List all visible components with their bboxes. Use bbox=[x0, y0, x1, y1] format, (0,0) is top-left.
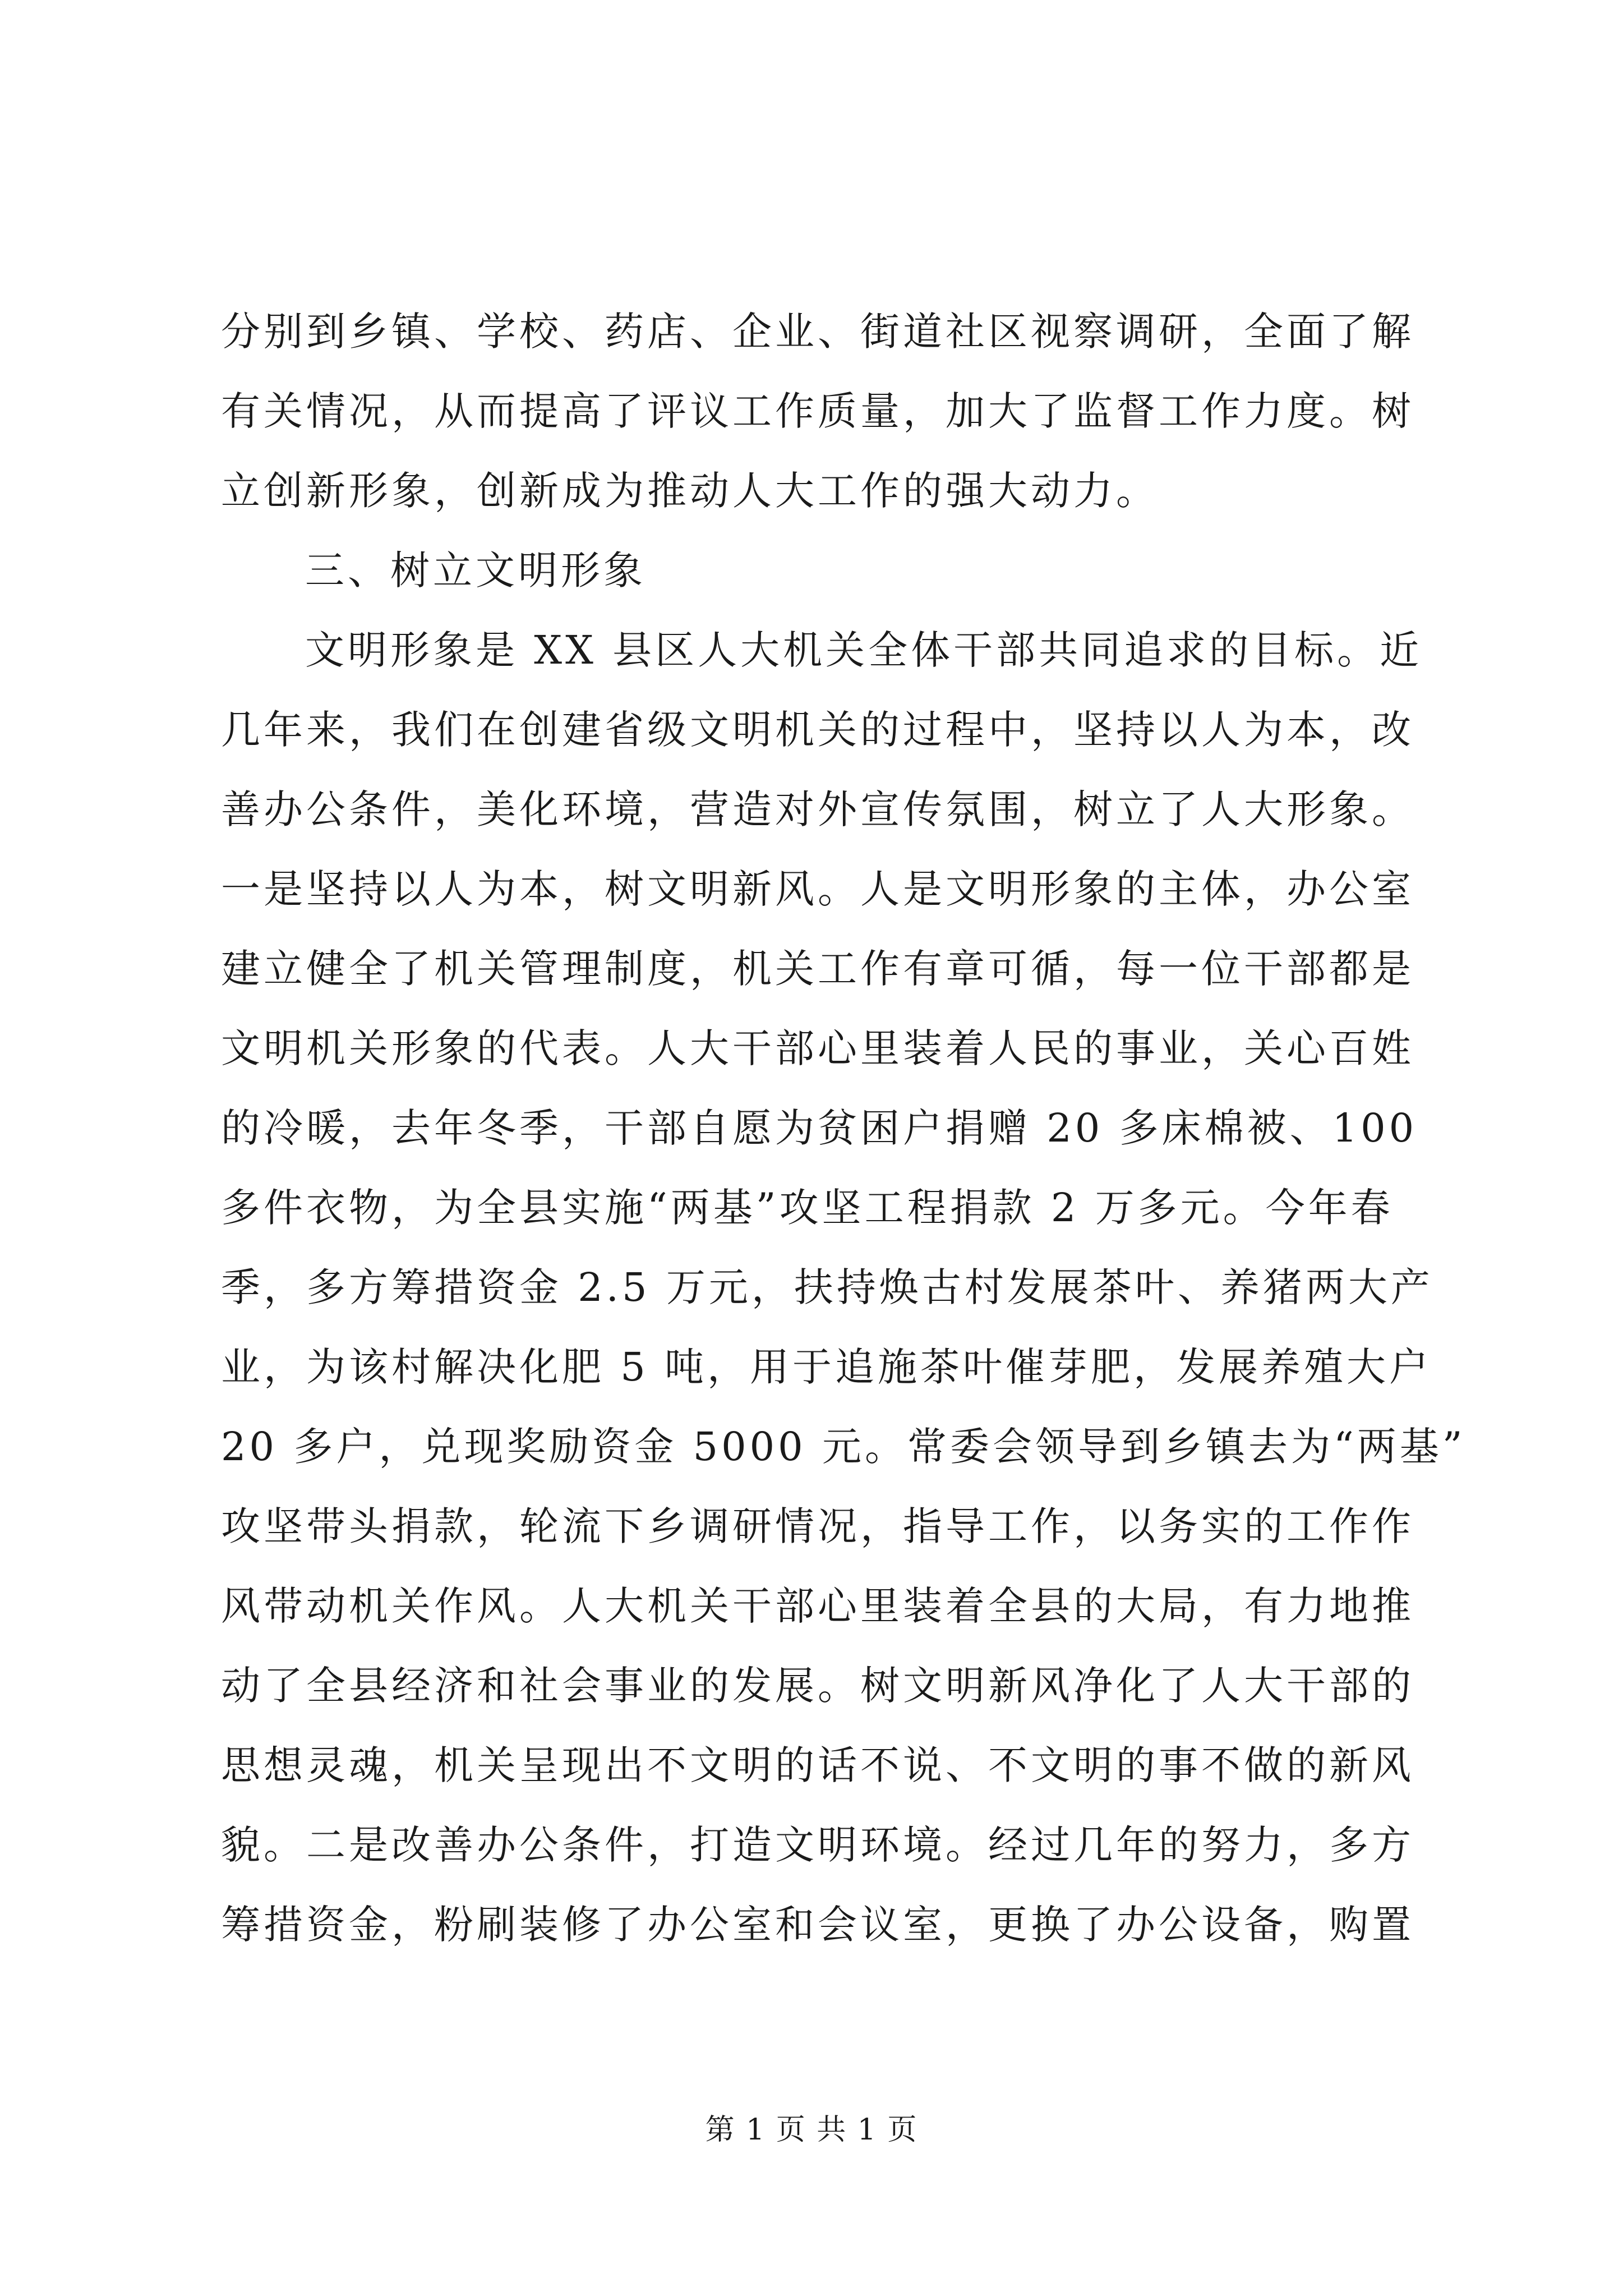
text-line: 多件衣物，为全县实施“两基”攻坚工程捐款 2 万多元。今年春 bbox=[221, 1185, 1394, 1231]
text-line: 一是坚持以人为本，树文明新风。人是文明形象的主体，办公室 bbox=[221, 866, 1414, 912]
text-line: 有关情况，从而提高了评议工作质量，加大了监督工作力度。树 bbox=[221, 388, 1414, 434]
text-line: 善办公条件，美化环境，营造对外宣传氛围，树立了人大形象。 bbox=[221, 786, 1414, 832]
text-line: 文明形象是 XX 县区人大机关全体干部共同追求的目标。近 bbox=[305, 627, 1423, 673]
text-line: 文明机关形象的代表。人大干部心里装着人民的事业，关心百姓 bbox=[221, 1025, 1414, 1071]
text-line: 思想灵魂，机关呈现出不文明的话不说、不文明的事不做的新风 bbox=[221, 1742, 1414, 1788]
text-line: 的冷暖，去年冬季，干部自愿为贫困户捐赠 20 多床棉被、100 bbox=[221, 1105, 1418, 1151]
text-line: 立创新形象，创新成为推动人大工作的强大动力。 bbox=[221, 468, 1159, 514]
text-line: 动了全县经济和社会事业的发展。树文明新风净化了人大干部的 bbox=[221, 1663, 1414, 1709]
text-line: 筹措资金，粉刷装修了办公室和会议室，更换了办公设备，购置 bbox=[221, 1902, 1414, 1948]
text-line: 20 多户，兑现奖励资金 5000 元。常委会领导到乡镇去为“两基” bbox=[221, 1424, 1466, 1470]
text-line: 几年来，我们在创建省级文明机关的过程中，坚持以人为本，改 bbox=[221, 707, 1414, 753]
document-body bbox=[221, 292, 1466, 1964]
text-line: 季，多方筹措资金 2.5 万元，扶持焕古村发展茶叶、养猪两大产 bbox=[221, 1264, 1433, 1310]
text-line: 分别到乡镇、学校、药店、企业、街道社区视察调研，全面了解 bbox=[221, 309, 1414, 355]
text-line: 风带动机关作风。人大机关干部心里装着全县的大局，有力地推 bbox=[221, 1583, 1414, 1629]
text-line: 貌。二是改善办公条件，打造文明环境。经过几年的努力，多方 bbox=[221, 1822, 1414, 1868]
text-line: 攻坚带头捐款，轮流下乡调研情况，指导工作，以务实的工作作 bbox=[221, 1503, 1414, 1549]
page-number-footer: 第 1 页 共 1 页 bbox=[705, 2113, 918, 2147]
section-heading: 三、树立文明形象 bbox=[305, 547, 646, 593]
text-line: 业，为该村解决化肥 5 吨，用于追施茶叶催芽肥，发展养殖大户 bbox=[221, 1344, 1432, 1390]
text-line: 建立健全了机关管理制度，机关工作有章可循，每一位干部都是 bbox=[221, 946, 1414, 992]
